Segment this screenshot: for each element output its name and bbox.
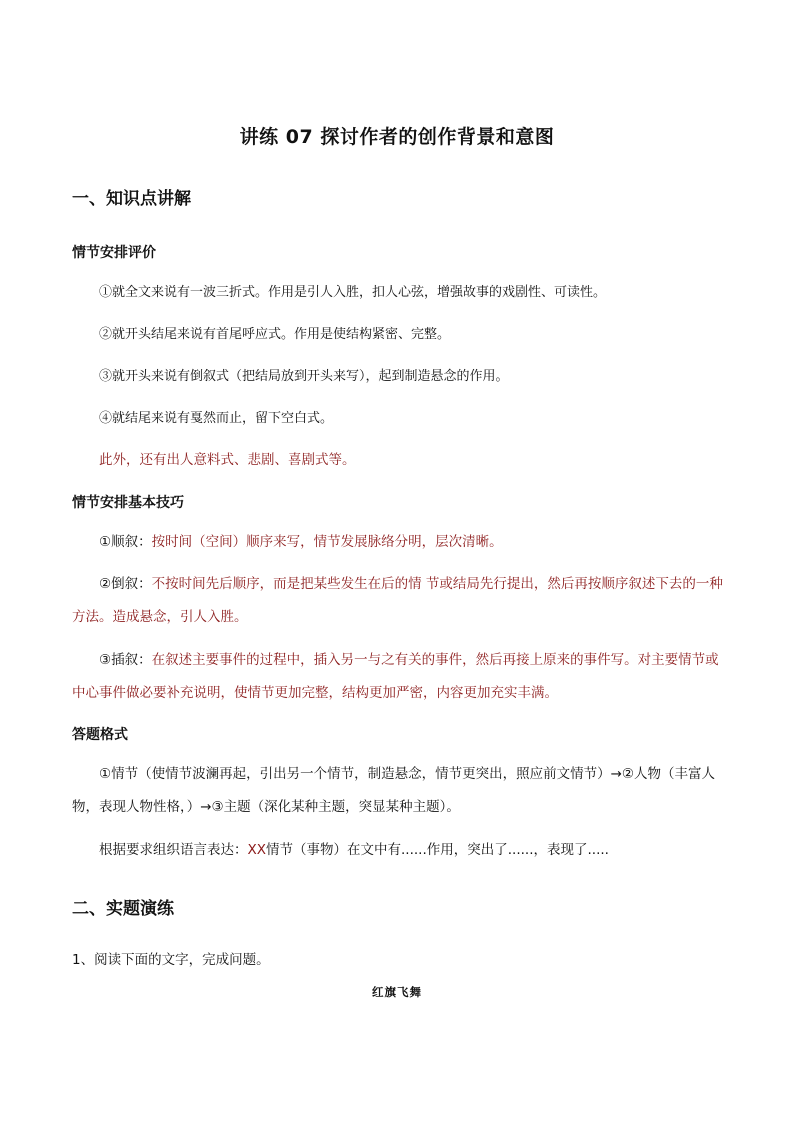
evaluation-item-1: ①就全文来说有一波三折式。作用是引人入胜，扣人心弦，增强故事的戏剧性、可读性。 [99, 285, 607, 300]
technique-marker: ③插叙： [99, 652, 152, 668]
template-placeholder: XX [247, 842, 266, 858]
subheading-answer-format: 答题格式 [72, 727, 128, 743]
template-lead: 根据要求组织语言表达： [99, 842, 248, 858]
section-heading-knowledge: 一、知识点讲解 [72, 189, 191, 209]
evaluation-item-2: ②就开头结尾来说有首尾呼应式。作用是使结构紧密、完整。 [99, 327, 451, 342]
subheading-plot-evaluation: 情节安排评价 [72, 245, 156, 261]
technique-chronological [72, 526, 724, 559]
technique-text: 按时间（空间）顺序来写，情节发展脉络分明，层次清晰。 [151, 534, 503, 550]
passage-title: 红旗飞舞 [372, 985, 422, 999]
question-prompt: 1、阅读下面的文字，完成问题。 [72, 952, 270, 968]
technique-text: 不按时间先后顺序，而是把某些发生在后的情 节或结局先行提出，然后再按顺序叙述下去的一种方法。造成悬念，引人入胜。 [72, 576, 723, 625]
technique-marker: ②倒叙： [99, 576, 152, 592]
subheading-plot-techniques: 情节安排基本技巧 [72, 495, 184, 511]
answer-format-text: ①情节（使情节波澜再起，引出另一个情节，制造悬念，情节更突出，照应前文情节）→②人物（丰富人物，表现人物性格，）→③主题（深化某种主题，突显某种主题）。 [72, 766, 716, 815]
technique-marker: ①顺叙： [99, 534, 152, 550]
technique-interpolation [72, 644, 724, 710]
technique-text: 在叙述主要事件的过程中，插入另一与之有关的事件，然后再接上原来的事件写。对主要情节或中心事件做必要补充说明，使情节更加完整，结构更加严密，内容更加充实丰满。 [72, 652, 719, 701]
template-rest: 情节（事物）在文中有......作用，突出了......，表现了..... [266, 842, 609, 858]
section-heading-practice: 二、实题演练 [72, 899, 174, 919]
evaluation-extra: 此外，还有出人意料式、悲剧、喜剧式等。 [99, 452, 356, 468]
technique-flashback [72, 568, 724, 634]
evaluation-item-3: ③就开头来说有倒叙式（把结局放到开头来写），起到制造悬念的作用。 [99, 369, 509, 384]
page-title: 讲练 07 探讨作者的创作背景和意图 [239, 126, 555, 148]
answer-template [72, 834, 724, 867]
evaluation-item-4: ④就结尾来说有戛然而止，留下空白式。 [99, 411, 334, 426]
